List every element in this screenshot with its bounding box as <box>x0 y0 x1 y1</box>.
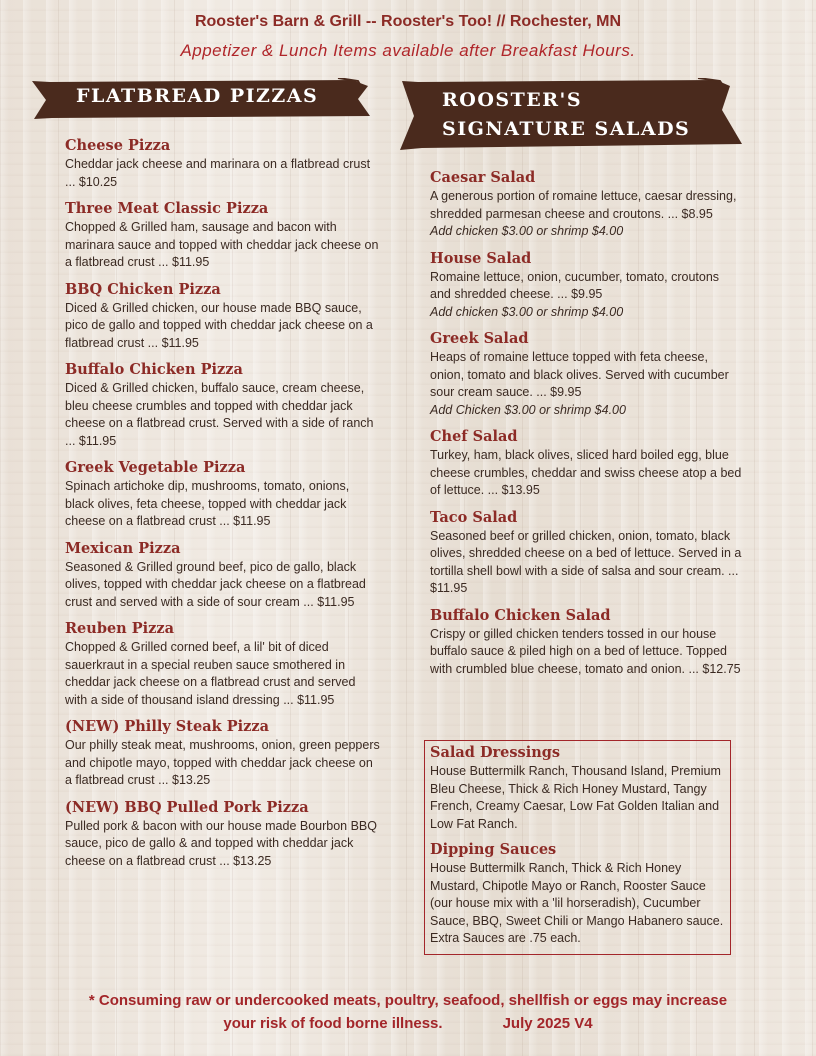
dressings-section <box>430 743 725 833</box>
restaurant-title: Rooster's Barn & Grill -- Rooster's Too! // Rochester, MN <box>194 13 622 30</box>
flatbread-list <box>65 136 380 878</box>
footer-warning-text: your risk of food borne illness. <box>223 1015 443 1032</box>
item-description: Pulled pork & bacon with our house made Bourbon BBQ sauce, pico de gallo & and topped with cheddar jack cheese on a flatbread crust ... $13.25 <box>65 818 377 868</box>
item-description: Cheddar jack cheese and marinara on a flatbread crust ... $10.25 <box>65 157 371 189</box>
item-title: Cheese Pizza <box>65 137 171 154</box>
item-addon-note: Add Chicken $3.00 or shrimp $4.00 <box>430 402 626 417</box>
item-title: Mexican Pizza <box>65 539 181 557</box>
item-title: Buffalo Chicken Salad <box>430 606 611 624</box>
menu-item <box>65 798 380 871</box>
menu-item <box>65 619 380 709</box>
sauces-description: House Buttermilk Ranch, Thick & Rich Honey Mustard, Chipotle Mayo or Ranch, Rooster Sauce (our house mix with a 'lil horseradish), Cucumber Sauce, BBQ, Sweet Chili or Mango Habanero sauce. Extra Sauces are .75 each. <box>430 861 724 945</box>
salads-banner-line2: SIGNATURE SALADS <box>442 118 691 140</box>
item-description: Seasoned beef or grilled chicken, onion, tomato, black olives, shredded cheese on a bed of lettuce. Served in a tortilla shell bowl with a side of salsa and sour cream. ... $11.95 <box>430 528 742 595</box>
item-title: (NEW) Philly Steak Pizza <box>65 718 269 735</box>
item-description: Our philly steak meat, mushrooms, onion, green peppers and chipotle mayo, topped with cheddar jack cheese on a flatbread crust ... $13.25 <box>65 738 380 787</box>
dressings-description: House Buttermilk Ranch, Thousand Island, Premium Bleu Cheese, Thick & Rich Honey Mustard, Tangy French, Creamy Caesar, Low Fat Golden Italian and Low Fat Ranch. <box>430 764 721 831</box>
item-description: Romaine lettuce, onion, cucumber, tomato, croutons and shredded cheese. ... $9.95 <box>430 269 720 301</box>
dressings-title: Salad Dressings <box>430 744 561 761</box>
menu-item <box>65 199 380 272</box>
item-description: Diced & Grilled chicken, our house made BBQ sauce, pico de gallo and topped with cheddar jack cheese on a flatbread crust ... $11.95 <box>65 300 373 350</box>
menu-item <box>430 249 742 322</box>
flatbread-banner <box>32 78 370 120</box>
item-description: Crispy or gilled chicken tenders tossed in our house buffalo sauce & piled high on a bed of lettuce. Topped with crumbled blue cheese, tomato and onion. ... $12.75 <box>430 626 741 676</box>
menu-item <box>430 606 742 679</box>
availability-note: Appetizer & Lunch Items available after Breakfast Hours. <box>180 41 636 60</box>
item-title: Greek Salad <box>430 330 529 347</box>
salads-banner-line1: ROOSTER'S <box>442 89 583 111</box>
menu-item <box>65 717 380 790</box>
item-title: BBQ Chicken Pizza <box>65 280 221 298</box>
footer-warning-line2 <box>0 1012 816 1035</box>
item-description: Chopped & Grilled corned beef, a lil' bit of diced sauerkraut in a special reuben sauce smothered in cheddar jack cheese on a flatbread crust and served with a side of thousand island dressing ... $11.95 <box>65 640 356 707</box>
menu-item <box>430 329 742 419</box>
menu-item <box>430 168 742 241</box>
footer-warning-line1: * Consuming raw or undercooked meats, poultry, seafood, shellfish or eggs may increase <box>88 992 728 1009</box>
item-title: Chef Salad <box>430 428 518 445</box>
menu-item <box>65 136 380 191</box>
menu-item <box>430 508 742 598</box>
item-description: Spinach artichoke dip, mushrooms, tomato, onions, black olives, feta cheese, topped with cheddar jack cheese on a flatbread crust ... $11.95 <box>65 479 350 528</box>
sauces-title: Dipping Sauces <box>430 841 557 858</box>
food-safety-footer <box>0 989 816 1035</box>
item-description: Heaps of romaine lettuce topped with feta cheese, onion, tomato and black olives. Served with cucumber sour cream sauce. ... $9.95 <box>430 350 729 399</box>
salads-banner-title <box>442 86 690 144</box>
item-description: Turkey, ham, black olives, sliced hard boiled egg, blue cheese crumbles, cheddar and swiss cheese atop a bed of lettuce. ... $13.95 <box>430 448 742 497</box>
item-title: Taco Salad <box>430 508 518 526</box>
item-addon-note: Add chicken $3.00 or shrimp $4.00 <box>430 224 624 238</box>
flatbread-banner-title: FLATBREAD PIZZAS <box>76 85 319 107</box>
menu-item <box>65 539 380 612</box>
menu-item <box>65 458 380 531</box>
item-title: Buffalo Chicken Pizza <box>65 361 243 378</box>
item-title: Reuben Pizza <box>65 620 175 637</box>
menu-version: July 2025 V4 <box>502 1015 593 1032</box>
item-addon-note: Add chicken $3.00 or shrimp $4.00 <box>430 304 624 319</box>
dressings-sauces-box <box>424 740 731 955</box>
item-title: House Salad <box>430 249 532 267</box>
item-description: Chopped & Grilled ham, sausage and bacon with marinara sauce and topped with cheddar jack cheese on a flatbread crust ... $11.95 <box>65 220 379 269</box>
salads-banner <box>398 78 743 152</box>
item-title: Three Meat Classic Pizza <box>65 200 269 217</box>
menu-item <box>65 360 380 450</box>
item-title: Caesar Salad <box>430 169 536 186</box>
salads-list <box>430 168 742 686</box>
item-description: A generous portion of romaine lettuce, caesar dressing, shredded parmesan cheese and croutons. ... $8.95 <box>430 189 737 221</box>
item-description: Diced & Grilled chicken, buffalo sauce, cream cheese, bleu cheese crumbles and topped with cheddar jack cheese on a flatbread crust. Served with a side of ranch ... $11.95 <box>65 381 374 448</box>
sauces-section <box>430 840 725 948</box>
item-title: (NEW) BBQ Pulled Pork Pizza <box>65 798 309 816</box>
item-title: Greek Vegetable Pizza <box>65 459 246 476</box>
menu-item <box>430 427 742 500</box>
menu-item <box>65 280 380 353</box>
item-description: Seasoned & Grilled ground beef, pico de gallo, black olives, topped with cheddar jack cheese on a flatbread crust and served with a side of sour cream ... $11.95 <box>65 559 366 609</box>
